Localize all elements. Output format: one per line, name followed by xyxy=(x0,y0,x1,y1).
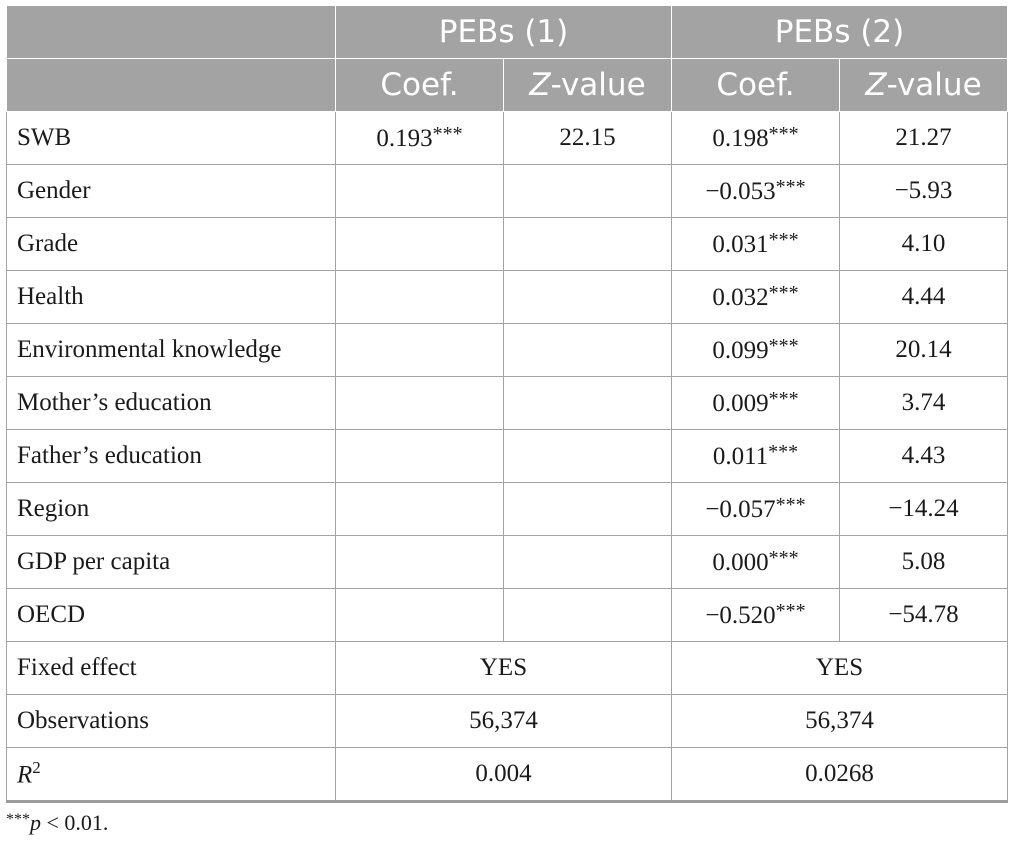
zvalue-cell-2: −14.24 xyxy=(840,483,1008,536)
z-italic: Z xyxy=(865,67,887,103)
zvalue-cell-2: 4.43 xyxy=(840,430,1008,483)
table-header xyxy=(7,6,1008,112)
r-superscript: 2 xyxy=(32,758,41,778)
header-group-pebs-2: PEBs (2) xyxy=(672,6,1008,59)
footnote-p: p xyxy=(30,810,41,835)
footnote-symbol: *** xyxy=(6,811,30,828)
r-italic: R xyxy=(17,761,33,789)
zvalue-cell-2: −54.78 xyxy=(840,589,1008,642)
coef-cell-2: 0.011*** xyxy=(672,430,840,483)
zvalue-cell-2: 5.08 xyxy=(840,536,1008,589)
summary-cell-1: YES xyxy=(336,642,672,695)
row-label: Fixed effect xyxy=(7,642,336,695)
table-row xyxy=(7,112,1008,165)
row-label: Environmental knowledge xyxy=(7,324,336,377)
coef-cell-2: −0.053*** xyxy=(672,165,840,218)
table-row xyxy=(7,377,1008,430)
summary-cell-1: 0.004 xyxy=(336,748,672,802)
header-coef-2: Coef. xyxy=(672,59,840,112)
table-body xyxy=(7,112,1008,802)
zvalue-cell-2: −5.93 xyxy=(840,165,1008,218)
table-row xyxy=(7,165,1008,218)
zvalue-cell-2: 4.10 xyxy=(840,218,1008,271)
zvalue-cell-1 xyxy=(504,271,672,324)
table-row xyxy=(7,218,1008,271)
table-footnote xyxy=(6,810,108,836)
summary-cell-2: 0.0268 xyxy=(672,748,1008,802)
regression-table xyxy=(6,5,1008,803)
coef-cell-1 xyxy=(336,377,504,430)
zvalue-cell-1: 22.15 xyxy=(504,112,672,165)
footnote-text: < 0.01. xyxy=(41,810,109,835)
header-zvalue-1 xyxy=(504,59,672,112)
table-row xyxy=(7,271,1008,324)
header-coef-1: Coef. xyxy=(336,59,504,112)
coef-cell-1 xyxy=(336,218,504,271)
row-label: Health xyxy=(7,271,336,324)
row-label: Gender xyxy=(7,165,336,218)
header-group-pebs-1: PEBs (1) xyxy=(336,6,672,59)
row-label: GDP per capita xyxy=(7,536,336,589)
zvalue-cell-2: 3.74 xyxy=(840,377,1008,430)
zvalue-cell-2: 21.27 xyxy=(840,112,1008,165)
summary-cell-2: YES xyxy=(672,642,1008,695)
header-blank-cell xyxy=(7,6,336,59)
coef-cell-1 xyxy=(336,536,504,589)
table-row xyxy=(7,483,1008,536)
zvalue-cell-2: 20.14 xyxy=(840,324,1008,377)
row-label: Grade xyxy=(7,218,336,271)
zvalue-cell-1 xyxy=(504,218,672,271)
coef-cell-1 xyxy=(336,483,504,536)
coef-cell-1: 0.193*** xyxy=(336,112,504,165)
row-label: SWB xyxy=(7,112,336,165)
zvalue-cell-1 xyxy=(504,165,672,218)
z-rest: -value xyxy=(550,67,646,103)
zvalue-cell-1 xyxy=(504,430,672,483)
row-label: Father’s education xyxy=(7,430,336,483)
row-label: OECD xyxy=(7,589,336,642)
table-row xyxy=(7,589,1008,642)
zvalue-cell-1 xyxy=(504,377,672,430)
summary-row-r-squared xyxy=(7,748,1008,802)
coef-cell-1 xyxy=(336,165,504,218)
z-italic: Z xyxy=(529,67,551,103)
row-label: Mother’s education xyxy=(7,377,336,430)
coef-cell-1 xyxy=(336,271,504,324)
coef-cell-2: 0.099*** xyxy=(672,324,840,377)
zvalue-cell-1 xyxy=(504,589,672,642)
row-label: Observations xyxy=(7,695,336,748)
table-row xyxy=(7,536,1008,589)
header-zvalue-2 xyxy=(840,59,1008,112)
summary-row-observations xyxy=(7,695,1008,748)
coef-cell-1 xyxy=(336,324,504,377)
coef-cell-2: 0.000*** xyxy=(672,536,840,589)
coef-cell-1 xyxy=(336,430,504,483)
zvalue-cell-1 xyxy=(504,536,672,589)
coef-cell-2: −0.520*** xyxy=(672,589,840,642)
header-blank-cell xyxy=(7,59,336,112)
coef-cell-2: −0.057*** xyxy=(672,483,840,536)
row-label: Region xyxy=(7,483,336,536)
summary-row-fixed-effect xyxy=(7,642,1008,695)
coef-cell-2: 0.032*** xyxy=(672,271,840,324)
row-label xyxy=(7,748,336,802)
summary-cell-1: 56,374 xyxy=(336,695,672,748)
coef-cell-2: 0.009*** xyxy=(672,377,840,430)
z-rest: -value xyxy=(886,67,982,103)
table-row xyxy=(7,324,1008,377)
zvalue-cell-1 xyxy=(504,324,672,377)
table-row xyxy=(7,430,1008,483)
zvalue-cell-2: 4.44 xyxy=(840,271,1008,324)
coef-cell-1 xyxy=(336,589,504,642)
zvalue-cell-1 xyxy=(504,483,672,536)
summary-cell-2: 56,374 xyxy=(672,695,1008,748)
coef-cell-2: 0.198*** xyxy=(672,112,840,165)
coef-cell-2: 0.031*** xyxy=(672,218,840,271)
